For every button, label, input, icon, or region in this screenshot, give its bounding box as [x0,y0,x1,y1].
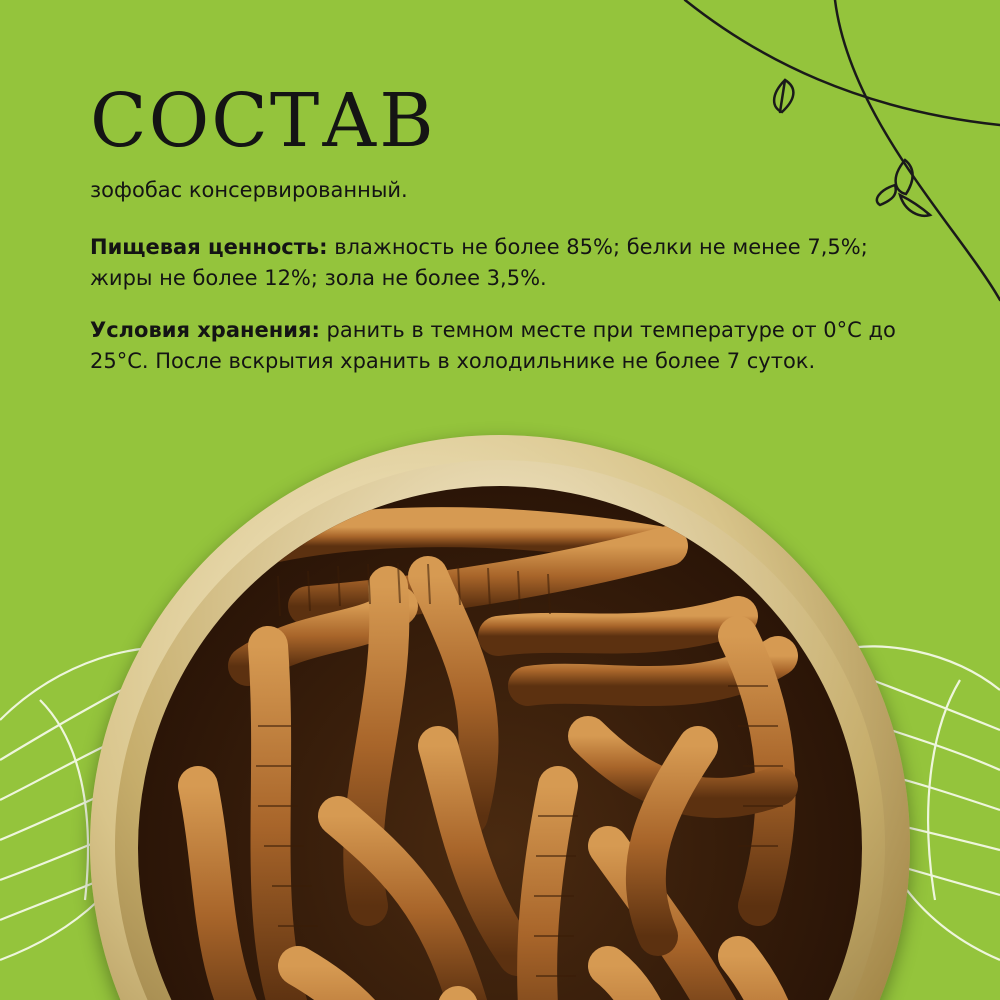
storage-label: Условия хранения: [90,318,320,342]
nutrition-text: влажность не более 85%; белки не менее 7,5%; жиры не более 12%; зола не более 3,5%. [90,235,868,290]
nutrition-label: Пищевая ценность: [90,235,328,259]
storage-paragraph [90,315,920,377]
page-title: СОСТАВ [90,78,436,164]
storage-text: ранить в темном месте при температуре от 0°С до 25°С. После вскрытия хранить в холодильнике не более 7 суток. [90,318,896,373]
nutrition-paragraph [90,232,920,294]
composition-text: зофобас консервированный. [90,178,408,202]
